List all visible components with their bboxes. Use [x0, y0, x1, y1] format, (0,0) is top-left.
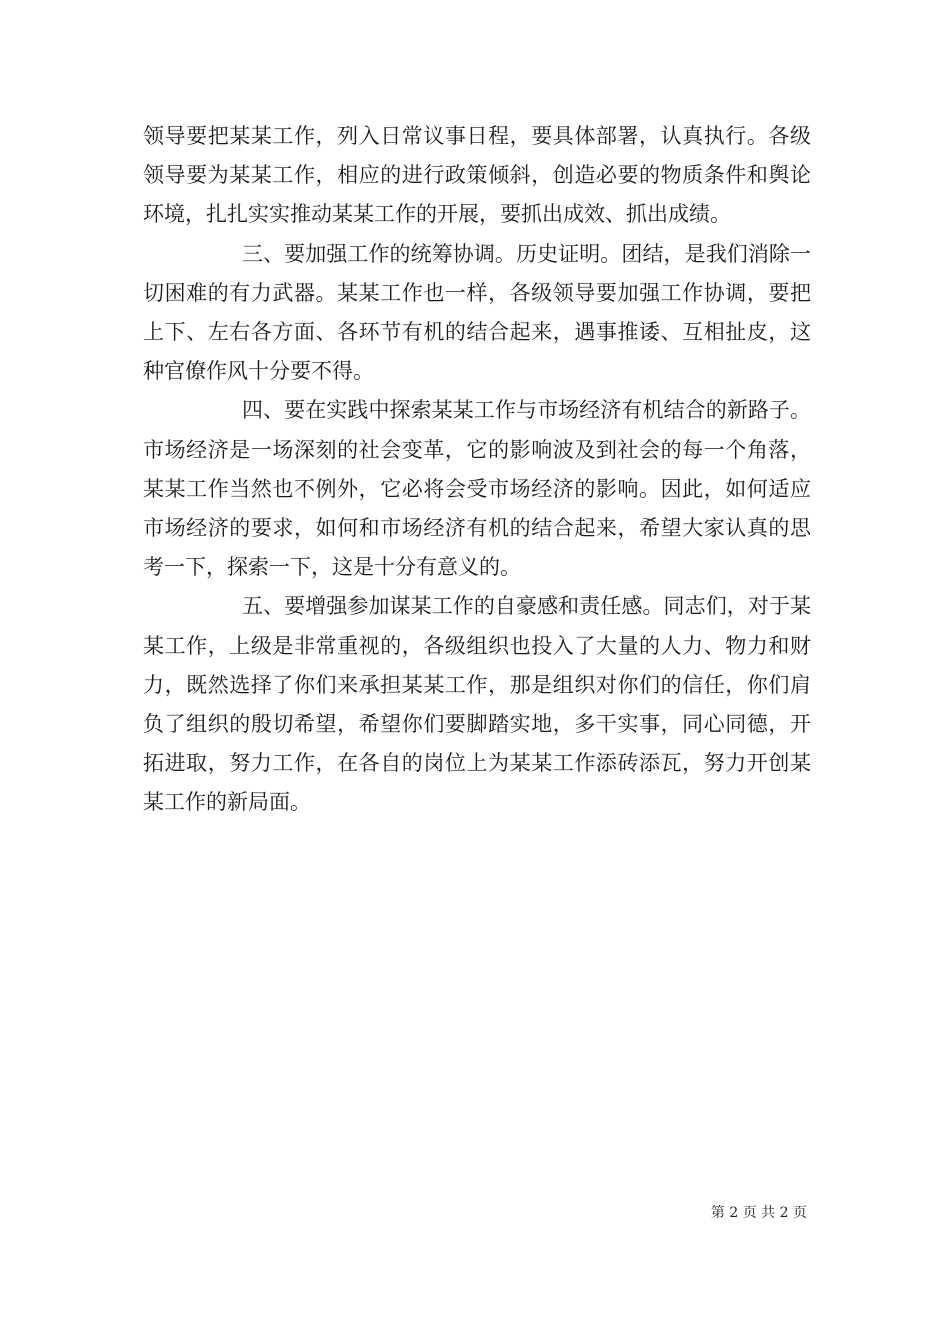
paragraph-continuation: 领导要把某某工作，列入日常议事日程，要具体部署，认真执行。各级领导要为某某工作，相应的进行政策倾斜，创造必要的物质条件和舆论环境，扎扎实实推动某某工作的开展，要抓出成效、抓出成绩。 — [143, 124, 811, 227]
document-body — [143, 117, 811, 823]
paragraph-section-four: 四、要在实践中探索某某工作与市场经济有机结合的新路子。市场经济是一场深刻的社会变革，它的影响波及到社会的每一个角落，某某工作当然也不例外，它必将会受市场经济的影响。因此，如何适应市场经济的要求，如何和市场经济有机的结合起来，希望大家认真的思考一下，探索一下，这是十分有意义的。 — [143, 398, 811, 580]
page-number: 第 2 页 共 2 页 — [710, 1205, 807, 1221]
paragraph-section-five: 五、要增强参加谋某工作的自豪感和责任感。同志们，对于某某工作，上级是非常重视的，各级组织也投入了大量的人力、物力和财力，既然选择了你们来承担某某工作，那是组织对你们的信任，你们肩负了组织的殷切希望，希望你们要脚踏实地，多干实事，同心同德，开拓进取，努力工作，在各自的岗位上为某某工作添砖添瓦，努力开创某某工作的新局面。 — [143, 594, 811, 815]
paragraph-section-three: 三、要加强工作的统筹协调。历史证明。团结，是我们消除一切困难的有力武器。某某工作也一样，各级领导要加强工作协调，要把上下、左右各方面、各环节有机的结合起来，遇事推诿、互相扯皮，这种官僚作风十分要不得。 — [143, 241, 811, 384]
